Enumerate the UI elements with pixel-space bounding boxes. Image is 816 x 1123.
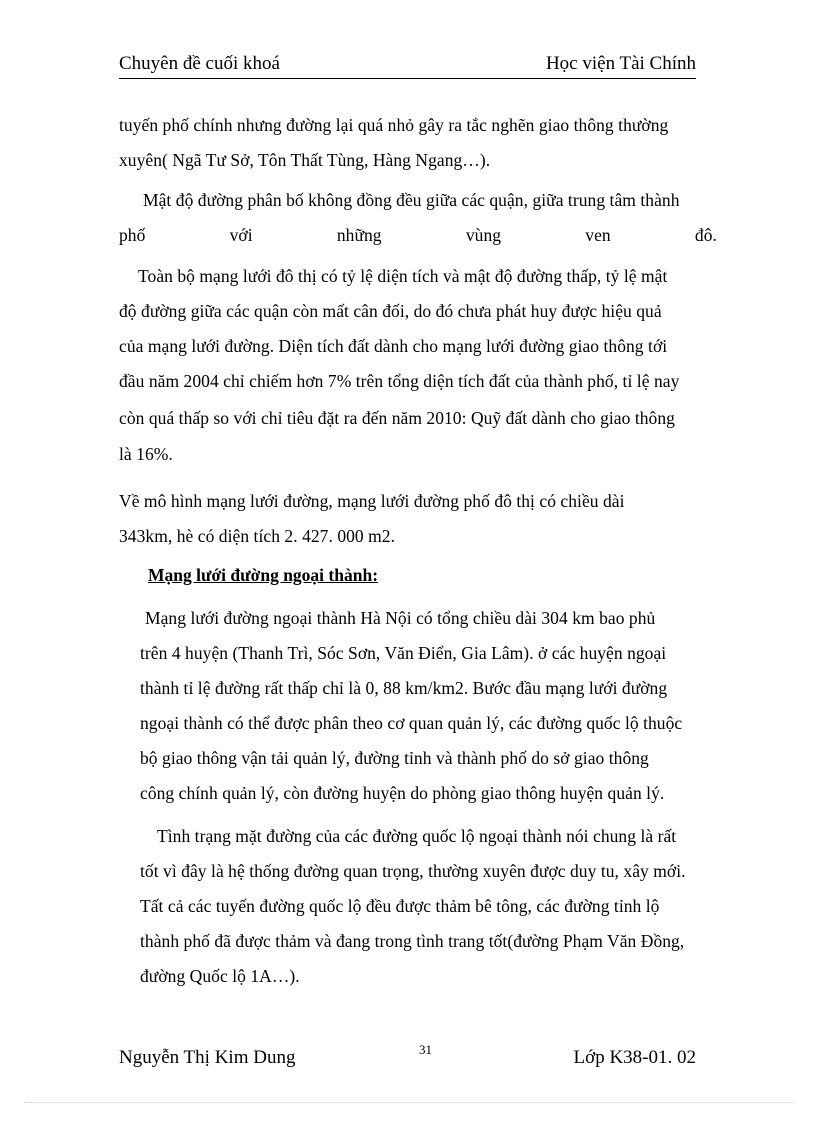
text-line: thành tỉ lệ đường rất thấp chỉ là 0, 88 km/km2. Bước đầu mạng lưới đường <box>140 678 668 698</box>
footer-class-code: Lớp K38-01. 02 <box>573 1047 696 1068</box>
text-line: đường Quốc lộ 1A…). <box>140 966 300 986</box>
text-line: Mạng lưới đường ngoại thành Hà Nội có tổng chiều dài 304 km bao phủ <box>145 608 656 628</box>
section-heading: Mạng lưới đường ngoại thành: <box>148 565 379 585</box>
text-line: đầu năm 2004 chỉ chiếm hơn 7% trên tổng diện tích đất của thành phố, tỉ lệ nay <box>119 371 680 391</box>
text-line: công chính quản lý, còn đường huyện do phòng giao thông huyện quản lý. <box>140 783 665 803</box>
text-line: trên 4 huyện (Thanh Trì, Sóc Sơn, Văn Điển, Gia Lâm). ở các huyện ngoại <box>140 643 667 663</box>
page-header <box>119 50 696 79</box>
text-line: độ đường giữa các quận còn mất cân đối, do đó chưa phát huy được hiệu quả <box>119 301 662 321</box>
text-line: bộ giao thông vận tải quản lý, đường tỉnh và thành phố do sở giao thông <box>140 748 649 768</box>
text-line: là 16%. <box>119 444 173 464</box>
footer-author: Nguyễn Thị Kim Dung <box>119 1047 296 1068</box>
header-course-title: Chuyên đề cuối khoá <box>119 53 280 74</box>
text-line: Về mô hình mạng lưới đường, mạng lưới đường phố đô thị có chiều dài <box>119 491 625 511</box>
text-line: Tất cả các tuyến đường quốc lộ đều được thảm bê tông, các đường tỉnh lộ <box>140 896 660 916</box>
text-line: còn quá thấp so với chỉ tiêu đặt ra đến năm 2010: Quỹ đất dành cho giao thông <box>119 408 675 428</box>
text-line: 343km, hè có diện tích 2. 427. 000 m2. <box>119 526 396 546</box>
word: ven <box>585 225 611 245</box>
word: đô. <box>694 225 717 245</box>
word: những <box>336 225 382 245</box>
text-line: Tình trạng mặt đường của các đường quốc lộ ngoại thành nói chung là rất <box>157 826 677 846</box>
text-line: Mật độ đường phân bố không đồng đều giữa các quận, giữa trung tâm thành <box>143 190 680 210</box>
text-line: Toàn bộ mạng lưới đô thị có tỷ lệ diện tích và mật độ đường thấp, tỷ lệ mật <box>138 266 668 286</box>
text-line: tuyến phố chính nhưng đường lại quá nhỏ gây ra tắc nghẽn giao thông thường <box>119 115 669 135</box>
text-line: thành phố đã được thảm và đang trong tình trang tốt(đường Phạm Văn Đồng, <box>140 931 685 951</box>
header-institution: Học viện Tài Chính <box>545 53 696 74</box>
page-number: 31 <box>419 1042 432 1057</box>
text-line: ngoại thành có thể được phân theo cơ quan quản lý, các đường quốc lộ thuộc <box>140 713 683 733</box>
word: vùng <box>465 225 502 245</box>
word: phố <box>119 225 146 245</box>
text-line: tốt vì đây là hệ thống đường quan trọng, thường xuyên được duy tu, xây mới. <box>140 861 686 881</box>
page-bottom-divider <box>24 1102 794 1103</box>
text-line: xuyên( Ngã Tư Sở, Tôn Thất Tùng, Hàng Ngang…). <box>119 150 491 170</box>
word: với <box>229 225 253 245</box>
justified-line <box>119 217 717 253</box>
text-line: của mạng lưới đường. Diện tích đất dành cho mạng lưới đường giao thông tới <box>119 336 668 356</box>
